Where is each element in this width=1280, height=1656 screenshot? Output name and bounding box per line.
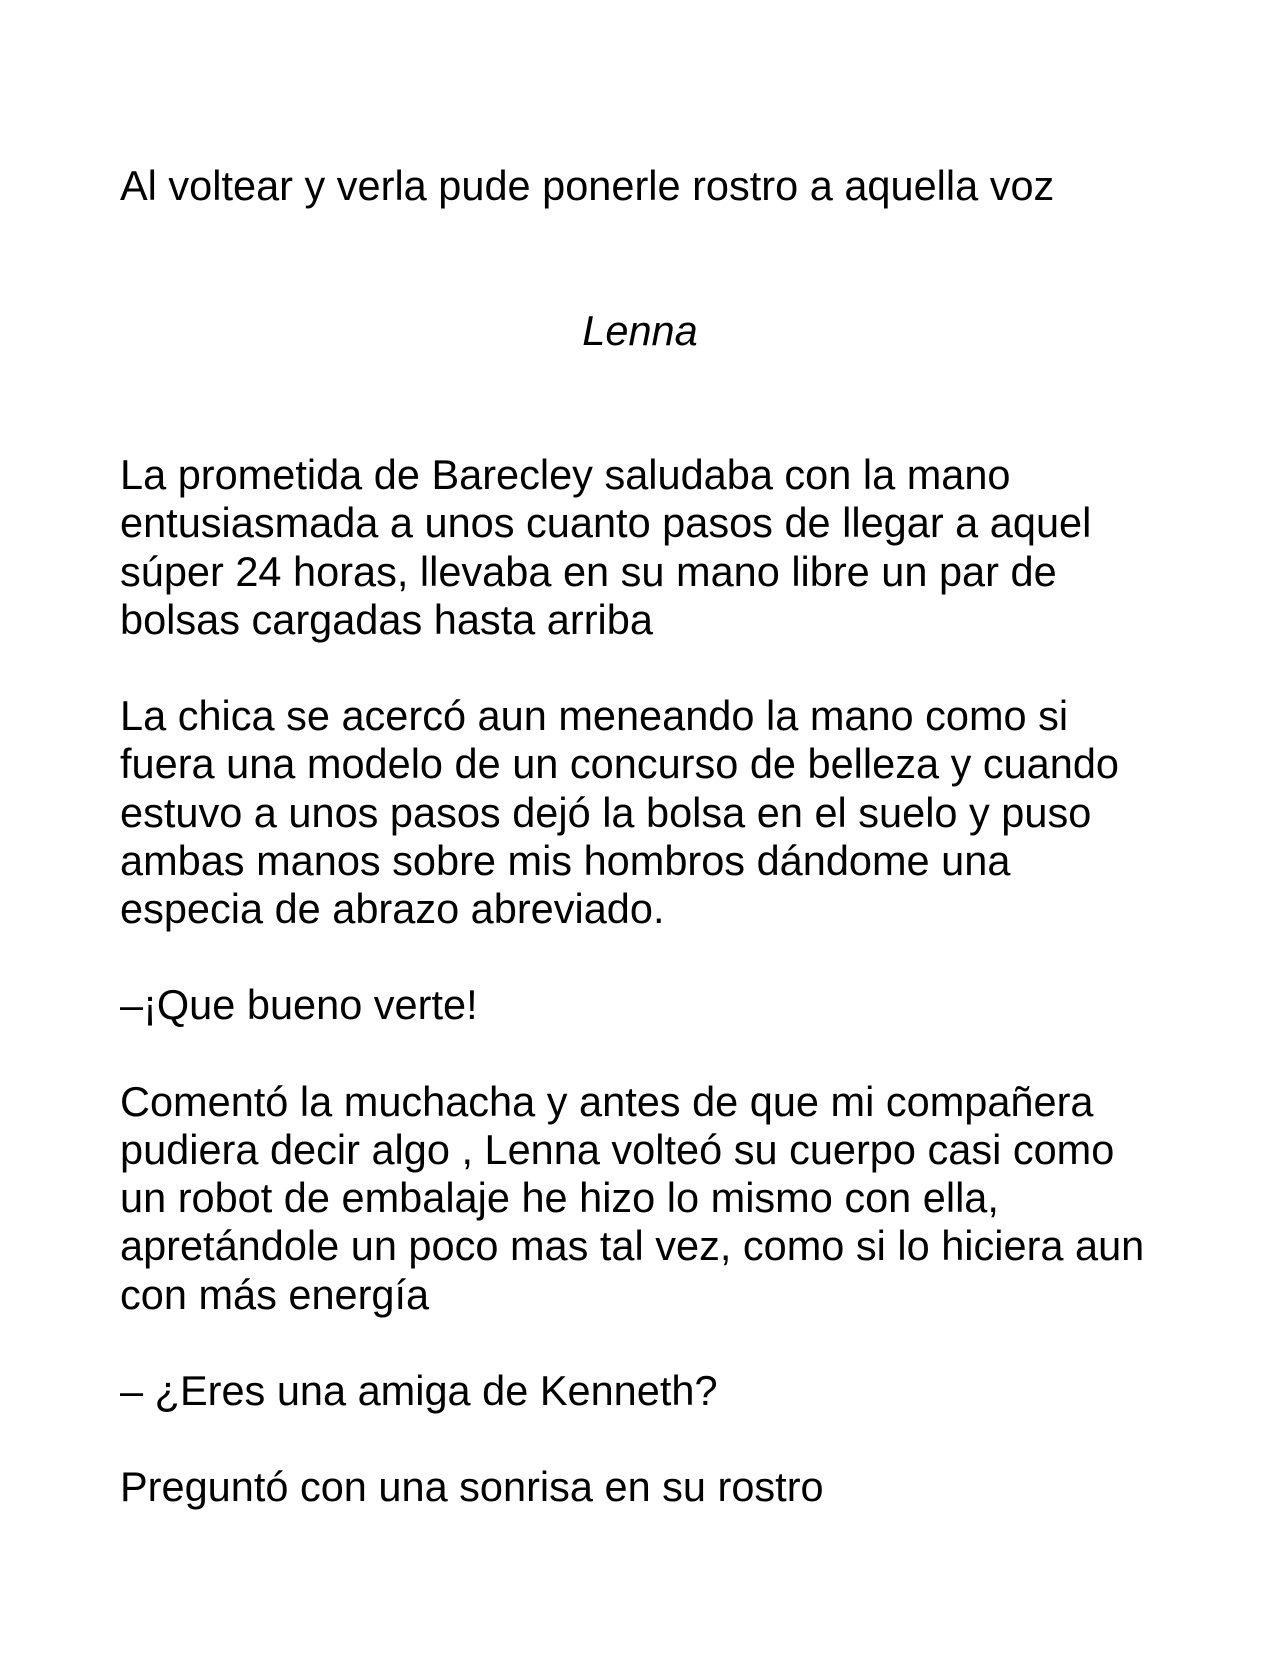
text-line: Comentó la muchacha y antes de que mi compañera	[120, 1077, 1094, 1125]
text-line: fuera una modelo de un concurso de belleza y cuando	[120, 740, 1119, 788]
text-line: bolsas cargadas hasta arriba	[120, 595, 653, 643]
text-line: Preguntó con una sonrisa en su rostro	[120, 1463, 824, 1511]
chapter-title-text: Lenna	[582, 306, 698, 354]
text-line: súper 24 horas, llevaba en su mano libre un par de	[120, 547, 1057, 595]
dialogue-line-2	[120, 1367, 1160, 1415]
text-line: un robot de embalaje he hizo lo mismo con ella,	[120, 1174, 999, 1222]
text-line: entusiasmada a unos cuanto pasos de llegar a aquel	[120, 499, 1092, 547]
paragraph-2	[120, 692, 1160, 933]
text-line: estuvo a unos pasos dejó la bolsa en el suelo y puso	[120, 788, 1092, 836]
text-line: ambas manos sobre mis hombros dándome una	[120, 836, 1011, 884]
text-line: especia de abrazo abreviado.	[120, 885, 665, 932]
chapter-title	[120, 307, 1160, 355]
text-line: con más energía	[120, 1270, 430, 1318]
dialogue-line-1	[120, 981, 1160, 1029]
text-line: –¡Que bueno verte!	[120, 981, 478, 1029]
text-line: La chica se acercó aun meneando la mano como si	[120, 692, 1069, 740]
text-line: – ¿Eres una amiga de Kenneth?	[120, 1366, 718, 1414]
paragraph-1	[120, 451, 1160, 644]
text-line: apretándole un poco mas tal vez, como si lo hiciera aun	[120, 1222, 1145, 1270]
text-line: pudiera decir algo , Lenna volteó su cuerpo casi como	[120, 1125, 1115, 1173]
text-line: La prometida de Barecley saludaba con la mano	[120, 451, 1011, 499]
text-line: Al voltear y verla pude ponerle rostro a aquella voz	[120, 162, 1055, 209]
paragraph-3	[120, 1078, 1160, 1319]
intro-paragraph	[120, 162, 1160, 210]
closing-paragraph	[120, 1463, 1160, 1511]
